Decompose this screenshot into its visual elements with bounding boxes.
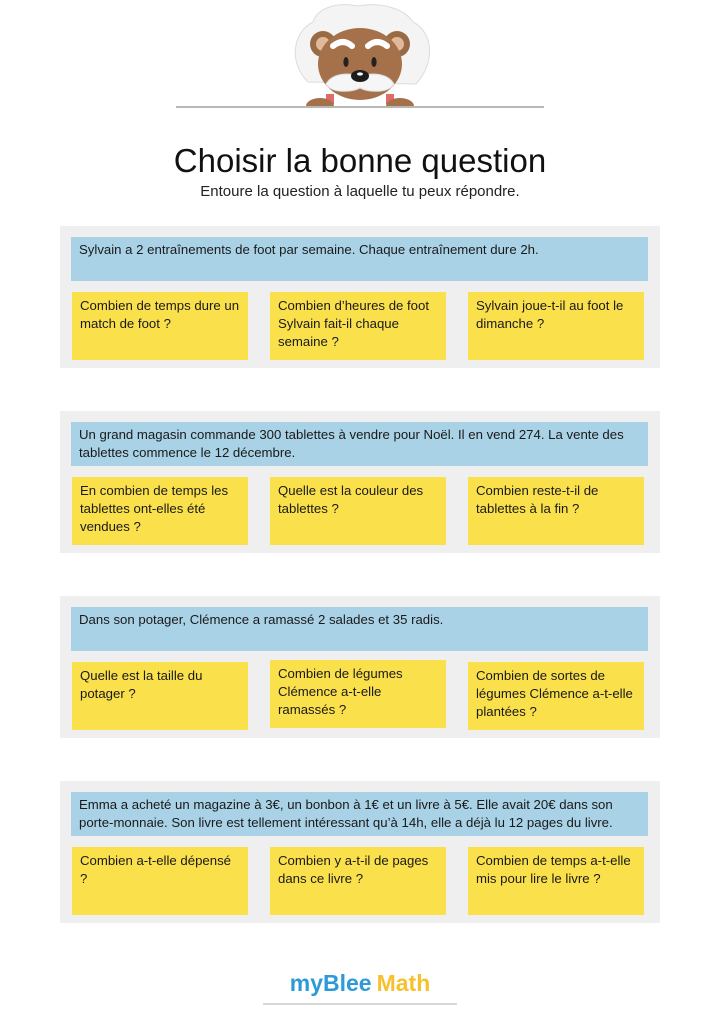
- page-instructions: Entoure la question à laquelle tu peux répondre.: [200, 183, 520, 200]
- logo-text-myblee: myBlee: [289, 970, 372, 996]
- question-choice[interactable]: Quelle est la couleur des tablettes ?: [270, 477, 446, 545]
- question-choice[interactable]: Combien d’heures de foot Sylvain fait-il chaque semaine ?: [270, 292, 446, 360]
- question-choice[interactable]: Sylvain joue-t-il au foot le dimanche ?: [468, 292, 644, 360]
- problem-statement: Un grand magasin commande 300 tablettes à vendre pour Noël. Il en vend 274. La vente des tablettes commence le 12 décembre.: [71, 422, 648, 466]
- question-choice[interactable]: En combien de temps les tablettes ont-elles été vendues ?: [72, 477, 248, 545]
- problem-statement: Sylvain a 2 entraînements de foot par semaine. Chaque entraînement dure 2h.: [71, 237, 648, 281]
- logo-text-math: Math: [376, 970, 431, 996]
- exercise-card: [60, 596, 660, 738]
- question-choice[interactable]: Combien de sortes de légumes Clémence a-t-elle plantées ?: [468, 662, 644, 730]
- bear-mascot-icon: [278, 2, 442, 108]
- exercise-card: [60, 226, 660, 368]
- exercise-card: [60, 411, 660, 553]
- footer-divider: [263, 1003, 457, 1005]
- header-divider: [176, 106, 544, 108]
- question-choice[interactable]: Combien y a-t-il de pages dans ce livre ?: [270, 847, 446, 915]
- question-choice[interactable]: Combien de légumes Clémence a-t-elle ramassés ?: [270, 660, 446, 728]
- question-choice[interactable]: Combien de temps dure un match de foot ?: [72, 292, 248, 360]
- brand-logo: [0, 970, 720, 997]
- question-choice[interactable]: Quelle est la taille du potager ?: [72, 662, 248, 730]
- problem-statement: Dans son potager, Clémence a ramassé 2 salades et 35 radis.: [71, 607, 648, 651]
- problem-statement: Emma a acheté un magazine à 3€, un bonbon à 1€ et un livre à 5€. Elle avait 20€ dans son porte-monnaie. Son livre est tellement intéressant qu’à 14h, elle a déjà lu 12 pages du livre.: [71, 792, 648, 836]
- page-title: Choisir la bonne question: [173, 142, 547, 179]
- exercise-card: [60, 781, 660, 923]
- question-choice[interactable]: Combien reste-t-il de tablettes à la fin ?: [468, 477, 644, 545]
- question-choice[interactable]: Combien de temps a-t-elle mis pour lire le livre ?: [468, 847, 644, 915]
- question-choice[interactable]: Combien a-t-elle dépensé ?: [72, 847, 248, 915]
